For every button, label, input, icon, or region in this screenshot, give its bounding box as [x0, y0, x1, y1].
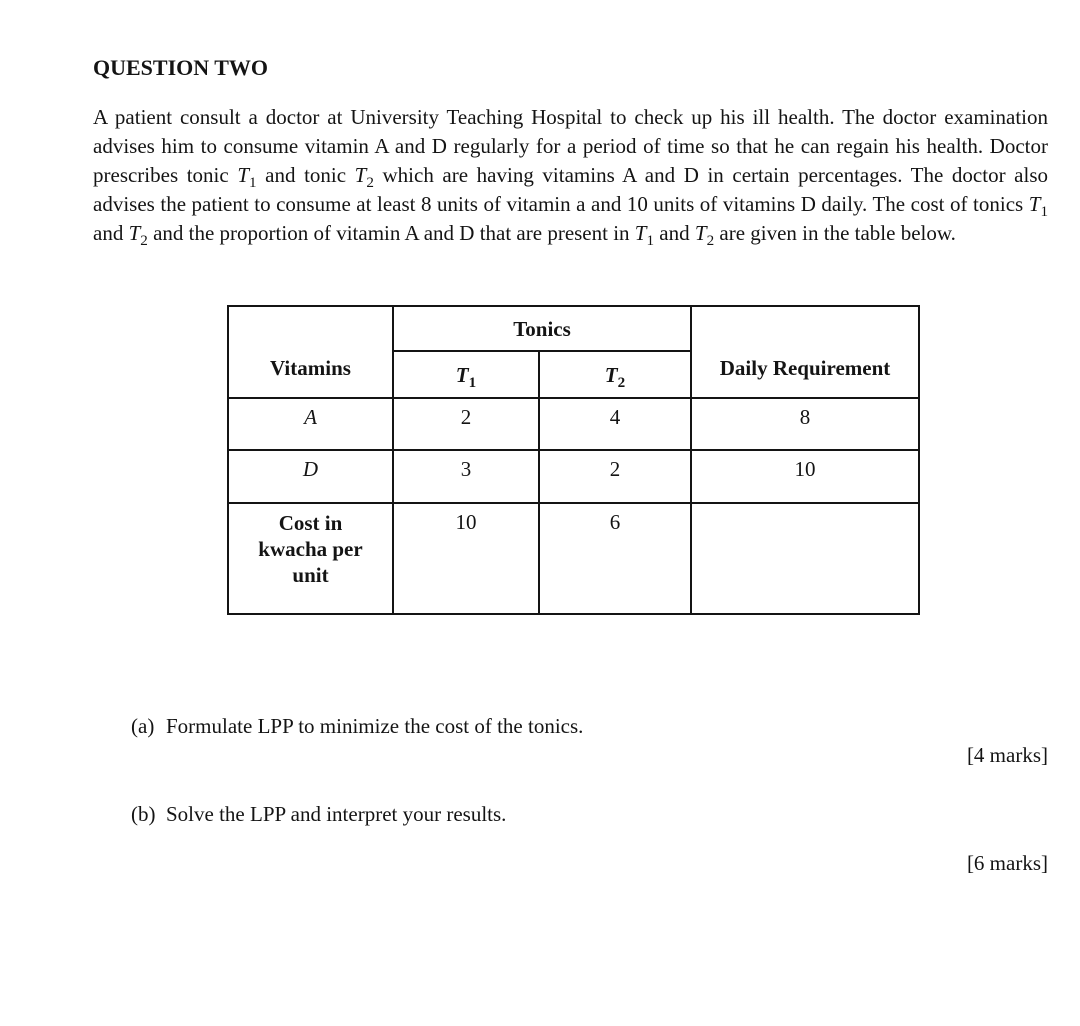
cell-a-daily-requirement: 8	[691, 398, 919, 450]
col-header-daily-requirement: Daily Requirement	[691, 306, 919, 398]
col-header-tonics: Tonics	[393, 306, 691, 351]
question-heading: QUESTION TWO	[93, 55, 269, 80]
document-content	[93, 55, 1048, 877]
cell-a-t1: 2	[393, 398, 539, 450]
row-label-vitamin-d: D	[228, 450, 393, 503]
col-header-vitamins: Vitamins	[228, 306, 393, 398]
question-b-marks: [6 marks]	[966, 851, 1048, 875]
table-row-vitamin-a	[228, 398, 919, 450]
cell-cost-daily-requirement	[691, 503, 919, 614]
cell-d-t2: 2	[539, 450, 691, 503]
question-a-marks: [4 marks]	[966, 743, 1048, 767]
cell-a-t2: 4	[539, 398, 691, 450]
question-a-text: Formulate LPP to minimize the cost of the tonics.	[166, 714, 584, 738]
question-b-text: Solve the LPP and interpret your results.	[166, 802, 507, 826]
row-label-cost: Cost in kwacha per unit	[228, 503, 393, 614]
table-row-cost	[228, 503, 919, 614]
question-b	[131, 801, 1048, 828]
question-a	[131, 713, 1048, 740]
question-b-label: (b)	[131, 802, 156, 826]
cell-cost-t1: 10	[393, 503, 539, 614]
vitamins-tonics-table	[227, 305, 920, 615]
cell-d-t1: 3	[393, 450, 539, 503]
question-a-label: (a)	[131, 714, 155, 738]
col-header-t1: $T_1$	[393, 351, 539, 398]
question-paragraph: A patient consult a doctor at University Teaching Hospital to check up his ill health. The doctor examination advises him to consume vitamin A and D regularly for a period of time so that he can regain his health. Doctor prescribes tonic $T_1$ and tonic $T_2$ which are having vitamins A and D in certain percentages. The doctor also advises the patient to consume at least 8 units of vitamin a and 10 units of vitamins D daily. The cost of tonics $T_1$ and $T_2$ and the proportion of vitamin A and D that are present in $T_1$ and $T_2$ are given in the table below.	[93, 105, 1048, 250]
table-header-row-tonics	[228, 306, 919, 351]
cell-d-daily-requirement: 10	[691, 450, 919, 503]
table-row-vitamin-d	[228, 450, 919, 503]
col-header-t2: $T_2$	[539, 351, 691, 398]
row-label-vitamin-a: A	[228, 398, 393, 450]
cell-cost-t2: 6	[539, 503, 691, 614]
